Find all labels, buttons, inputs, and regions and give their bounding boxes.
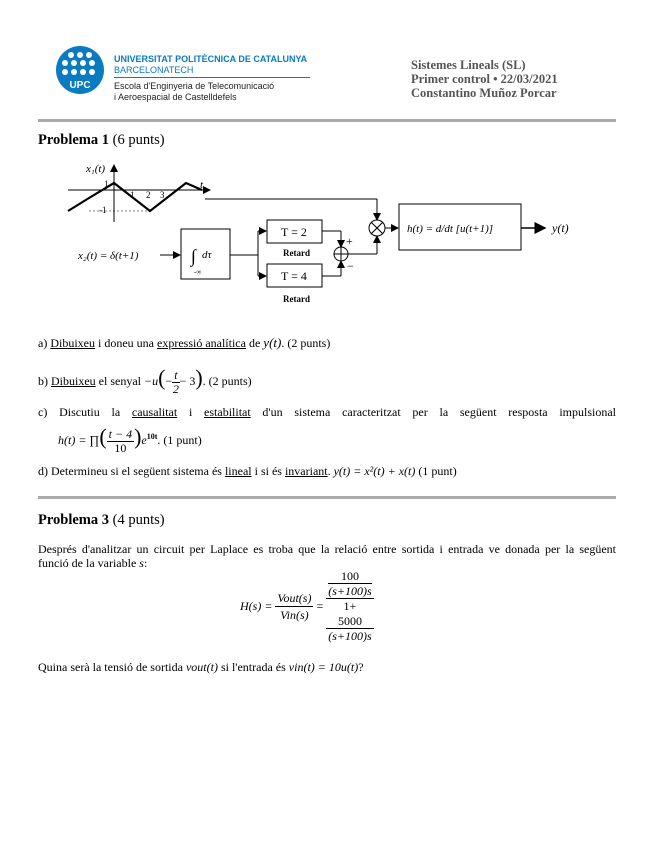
- delay2-label: T = 4: [281, 269, 307, 283]
- output-label: y(t): [552, 221, 569, 235]
- item-b-paren-open: (: [158, 365, 166, 390]
- item-d-math: y(t) = x²(t) + x(t): [333, 464, 416, 478]
- item-c-estabilitat: estabilitat: [204, 405, 251, 419]
- eq-num-den: (s+100)s: [328, 584, 372, 598]
- item-b-math-post: − 3: [179, 374, 196, 388]
- item-d-text1: Determineu si el següent sistema és: [51, 464, 225, 478]
- problem3-line2-colon: :: [143, 556, 148, 570]
- problem1-points: (6 punts): [112, 132, 165, 148]
- item-c-causalitat: causalitat: [131, 405, 178, 419]
- amp-neg-label: -1: [99, 205, 107, 215]
- item-b-points: . (2 punts): [202, 374, 252, 388]
- problem1-title: [38, 132, 165, 149]
- tick1-label: 1: [130, 190, 135, 200]
- problem3-line2: [38, 556, 616, 570]
- integral-lower: -∞: [194, 268, 202, 276]
- item-a: [38, 336, 330, 350]
- item-c-paren-open: (: [99, 424, 107, 449]
- eq-v-ratio: [275, 590, 313, 623]
- item-c-fraction: [107, 428, 134, 455]
- item-a-label: a): [38, 336, 48, 350]
- item-d-invariant: invariant: [284, 464, 328, 478]
- item-b-dibuixeu: Dibuixeu: [51, 374, 96, 388]
- retard1-label: Retard: [283, 248, 310, 258]
- item-c-math-h: h(t) = ∏: [58, 433, 100, 447]
- eq-big-fraction: [326, 569, 373, 643]
- item-c-num: t − 4: [108, 426, 133, 441]
- school-name: [114, 81, 274, 103]
- eq-big-num: [326, 569, 373, 599]
- item-a-dibuixeu: Dibuixeu: [50, 336, 95, 350]
- item-d-text2: i si és: [251, 464, 285, 478]
- item-c: [38, 405, 616, 419]
- university-rule: [114, 77, 310, 78]
- logo-text: UPC: [69, 80, 91, 91]
- item-b-den: 2: [172, 381, 179, 396]
- plus-sign: +: [346, 234, 353, 248]
- item-b-math-u: −u: [144, 374, 159, 388]
- integral-sign: ∫: [191, 246, 196, 266]
- item-b-text: el senyal: [95, 374, 144, 388]
- item-b-num: t: [174, 367, 178, 382]
- item-c-rest: d'un sistema caracteritzat per la següent resposta impulsional: [250, 405, 617, 419]
- problem3-title: [38, 512, 165, 529]
- item-c-sup: 10t: [146, 432, 158, 441]
- delay1-label: T = 2: [281, 225, 307, 239]
- exam-info: [411, 58, 558, 100]
- problem3-line1: Després d'analitzar un circuit per Laplace es troba que la relació entre sortida i entrada ve donada per la següent: [38, 542, 616, 556]
- block-diagram: [60, 155, 600, 310]
- school-line1: Escola d'Enginyeria de Telecomunicació: [114, 81, 275, 91]
- section-rule: [38, 496, 616, 499]
- system-label: h(t) = d/dt [u(t+1)]: [407, 223, 494, 235]
- eq-den-den: (s+100)s: [328, 629, 372, 643]
- item-d-dot: .: [327, 464, 331, 478]
- eq-vin: Vin(s): [280, 607, 309, 622]
- x1-label: x₁(t): [86, 163, 106, 175]
- item-a-text: i doneu una: [95, 336, 157, 350]
- item-c-discutiu: Discutiu la: [59, 405, 132, 419]
- question-text1: Quina serà la tensió de sortida: [38, 660, 186, 674]
- eq-num-100: 100: [328, 569, 371, 584]
- school-line2: i Aeroespacial de Castelldefels: [114, 92, 237, 102]
- tick3-label: 3: [160, 190, 165, 200]
- course-name: Sistemes Lineals (SL): [411, 58, 526, 72]
- problem3-title-text: Problema 3: [38, 512, 110, 528]
- question-vout: vout(t): [185, 660, 218, 674]
- item-a-de: de: [245, 336, 264, 350]
- item-b-label: b): [38, 374, 48, 388]
- question-vin: vin(t) = 10u(t): [288, 660, 359, 674]
- university-name: [114, 54, 307, 76]
- eq-den-5000: 5000: [326, 614, 373, 629]
- tick2-label: 2: [146, 190, 151, 200]
- amp-pos-label: 1: [104, 179, 109, 189]
- author-name: Constantino Muñoz Porcar: [411, 86, 557, 100]
- eq-num-fraction: [328, 569, 371, 598]
- problem3-points: (4 punts): [112, 512, 165, 528]
- item-a-math: y(t): [263, 335, 282, 350]
- item-c-formula: [58, 422, 202, 455]
- item-c-paren-close: ): [134, 424, 142, 449]
- item-c-i: i: [177, 405, 205, 419]
- eq-den-fraction: [326, 614, 373, 643]
- integral-var: dτ: [202, 249, 212, 261]
- item-c-label: c): [38, 405, 48, 419]
- question-mark: ?: [358, 660, 364, 674]
- problem3-paragraph: [38, 542, 616, 570]
- problem3-question: [38, 660, 364, 674]
- problem3-line2-text: funció de la variable: [38, 556, 140, 570]
- eq-one-plus: 1+: [343, 599, 357, 613]
- eq-vout: Vout(s): [277, 590, 312, 605]
- minus-sign: −: [347, 259, 354, 273]
- item-b: b) Dibuixeu el senyal −u(− $\frac{t}{2}$ − 3). (2 punts): [38, 365, 252, 396]
- item-c-exp: e: [141, 433, 147, 447]
- retard2-label: Retard: [283, 294, 310, 304]
- item-d-lineal: lineal: [224, 464, 252, 478]
- t-label: t: [200, 179, 204, 191]
- exam-date: Primer control • 22/03/2021: [411, 72, 558, 86]
- university-line1: UNIVERSITAT POLITÈCNICA DE CATALUNYA: [114, 54, 308, 64]
- eq-equals: =: [316, 598, 324, 613]
- item-a-expressio: expressió analítica: [157, 336, 246, 350]
- item-d-label: d): [38, 464, 48, 478]
- upc-logo: [56, 46, 104, 94]
- transfer-function: [240, 569, 374, 643]
- item-d: [38, 464, 457, 478]
- item-b-paren-close: ): [195, 365, 203, 390]
- problem3-line2-s: s: [139, 556, 144, 570]
- item-c-den: 10: [114, 440, 127, 455]
- x2-label: x₂(t) = δ(t+1): [78, 250, 139, 262]
- eq-lhs: H(s) =: [240, 598, 273, 613]
- problem1-title-text: Problema 1: [38, 132, 110, 148]
- header-rule: [38, 119, 616, 122]
- item-a-points: . (2 punts): [281, 336, 331, 350]
- item-b-fraction: [172, 369, 179, 396]
- university-line2: BARCELONATECH: [114, 65, 194, 75]
- question-text2: si l'entrada és: [217, 660, 289, 674]
- item-c-points: . (1 punt): [157, 433, 202, 447]
- item-d-points: (1 punt): [418, 464, 457, 478]
- eq-big-den: [326, 599, 373, 643]
